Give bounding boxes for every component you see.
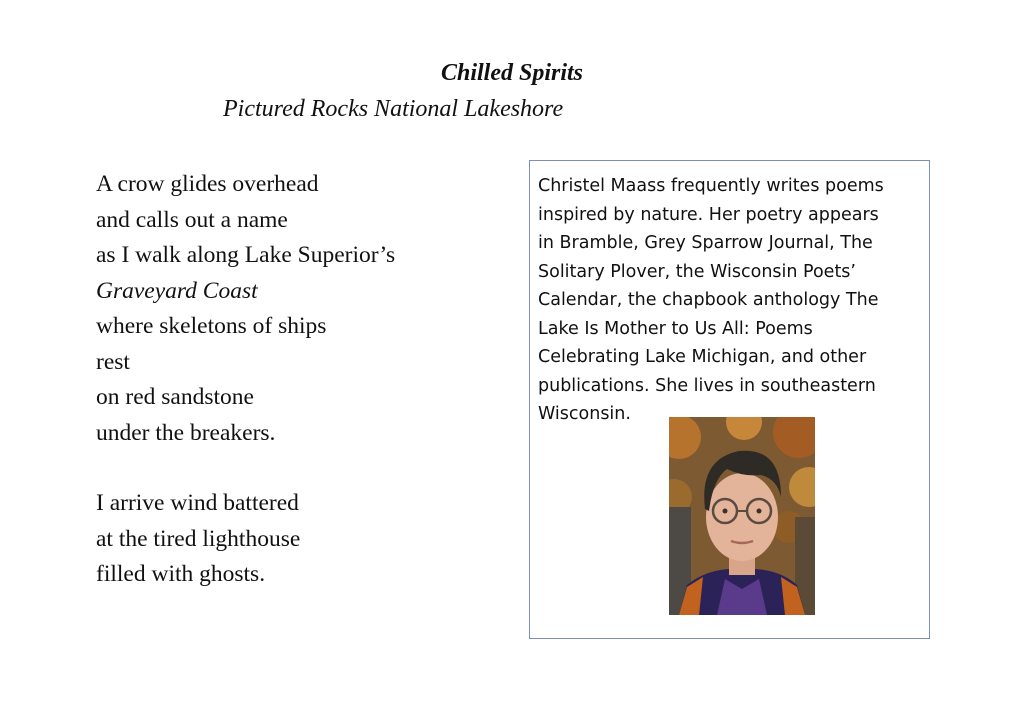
poem-line: A crow glides overhead	[96, 171, 319, 197]
bio-line: publications. She lives in southeastern	[538, 375, 876, 396]
author-bio-box	[529, 160, 930, 639]
bio-line: Wisconsin.	[538, 404, 631, 424]
poem-stanza-1	[96, 167, 395, 451]
poem-line: rest	[96, 348, 130, 375]
author-portrait-icon	[669, 417, 815, 615]
bio-line: Celebrating Lake Michigan, and other	[538, 347, 867, 367]
poem-line: Graveyard Coast	[96, 277, 258, 304]
author-bio-text	[538, 172, 923, 429]
poem-line: at the tired lighthouse	[96, 525, 301, 552]
poem-line: under the breakers.	[96, 419, 276, 446]
poem-stanza-2	[96, 486, 395, 593]
bio-line: in Bramble, Grey Sparrow Journal, The	[538, 233, 873, 253]
poem-line: on red sandstone	[96, 384, 254, 410]
poem-subtitle: Pictured Rocks National Lakeshore	[223, 96, 564, 122]
bio-line: Solitary Plover, the Wisconsin Poets’	[538, 261, 856, 282]
poem-line: filled with ghosts.	[96, 561, 266, 587]
bio-line: Christel Maass frequently writes poems	[538, 176, 884, 196]
bio-line: Calendar, the chapbook anthology The	[538, 290, 879, 310]
bio-line: inspired by nature. Her poetry appears	[538, 204, 879, 225]
poem-line: as I walk along Lake Superior’s	[96, 242, 396, 268]
poem-title-text: Chilled Spirits	[440, 60, 584, 86]
poem-title	[0, 60, 1024, 87]
poem-line: I arrive wind battered	[96, 490, 299, 516]
bio-line: Lake Is Mother to Us All: Poems	[538, 318, 813, 339]
author-portrait-photo	[669, 417, 815, 615]
poem-line: where skeletons of ships	[96, 313, 327, 339]
poem-body	[96, 167, 395, 628]
poem-line: and calls out a name	[96, 206, 288, 233]
